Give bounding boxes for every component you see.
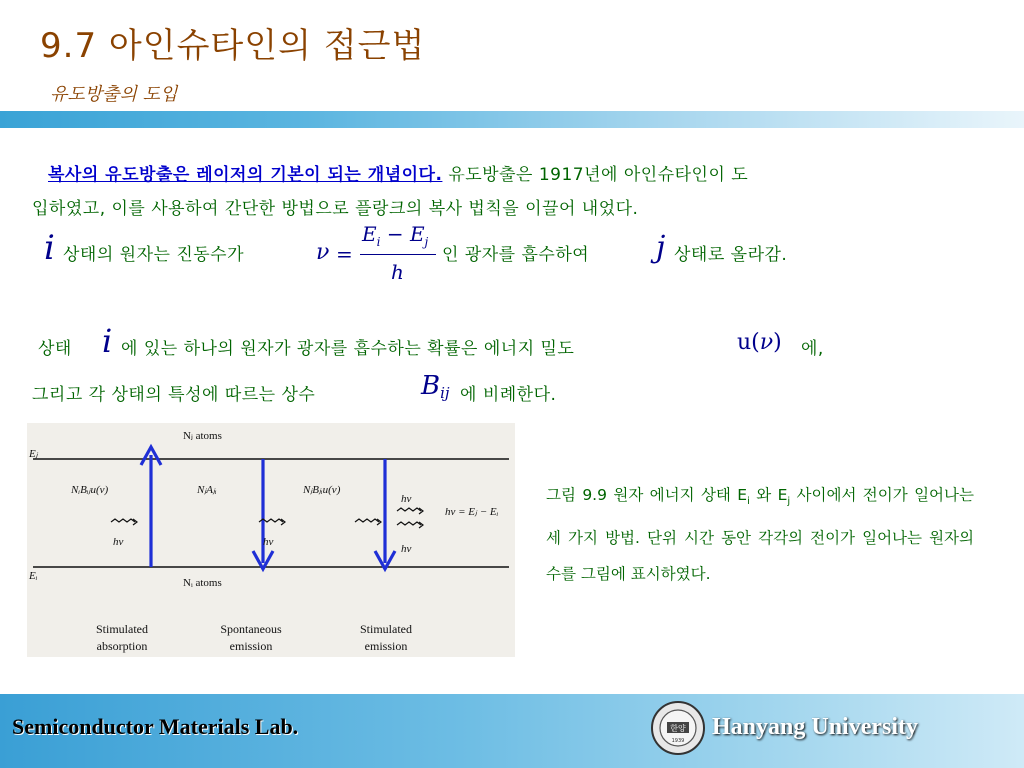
paragraph-3-text-3: 에,: [801, 339, 824, 359]
state-i-symbol: i: [44, 228, 55, 268]
page-title: 9.7 아인슈타인의 접근법: [40, 26, 426, 66]
lower-energy-label: Eᵢ: [29, 570, 38, 582]
paragraph-4-text-1: 그리고 각 상태의 특성에 따르는 상수: [32, 385, 316, 405]
caption-line: emission: [364, 639, 408, 653]
paragraph-1-line-2: 입하였고, 이를 사용하여 간단한 방법으로 플랑크의 복사 법칙을 이끌어 내었다.: [32, 199, 639, 219]
B-subscript: ij: [440, 384, 450, 403]
energy-j: E: [409, 222, 425, 246]
caption-text: 와 E: [749, 486, 788, 504]
transition-diagram: [27, 423, 515, 657]
svg-text:한양: 한양: [670, 724, 686, 733]
caption-line: Stimulated: [96, 622, 148, 636]
subscript-i: i: [376, 235, 381, 249]
minus-sign: −: [386, 222, 404, 246]
paragraph-3-text-1: 상태: [38, 339, 72, 359]
state-i-symbol-2: i: [102, 322, 113, 360]
lab-name: Semiconductor Materials Lab.: [12, 714, 299, 739]
nu-symbol: ν: [316, 240, 330, 265]
photon-label-absorption: hν: [113, 536, 124, 548]
paragraph-2-text-1: 상태의 원자는 진동수가: [63, 245, 245, 265]
caption-line: Stimulated: [360, 622, 412, 636]
header-divider-bar: [0, 111, 1024, 128]
caption-text: 사이에서 전이가 일어나는 세 가지 방법. 단위 시간 동안 각각의 전이가 일어나는 원자의 수를 그림에 표시하였다.: [546, 486, 974, 584]
paragraph-2-text-3: 상태로 올라감.: [674, 245, 788, 265]
paragraph-1-line-1: [48, 160, 748, 185]
caption-subscript-i: i: [747, 496, 750, 508]
photon-label-stimulated-2: hν: [401, 543, 412, 555]
subscript-j: j: [424, 235, 429, 249]
photon-wave-stimulated-1: [397, 508, 421, 511]
stimulated-absorption-caption: [87, 621, 157, 655]
highlight-text: 복사의 유도방출은 레이저의 기본이 되는 개념이다.: [48, 165, 443, 185]
nu-symbol-2: ν: [759, 330, 774, 355]
stimulated-emission-caption: [351, 621, 421, 655]
constant-Bij: [421, 371, 450, 402]
caption-text: 그림 9.9 원자 에너지 상태 E: [546, 486, 748, 504]
caption-line: absorption: [96, 639, 148, 653]
photon-wave-stimulated-2: [397, 522, 421, 525]
paragraph-1-text: 유도방출은 1917년에 아인슈타인이 도: [442, 165, 749, 185]
photon-label-stimulated-1: hν: [401, 493, 412, 505]
energy-relation-label: hν = Eⱼ − Eᵢ: [445, 506, 499, 518]
svg-text:1939: 1939: [671, 738, 685, 744]
energy-i: E: [362, 222, 377, 246]
energy-density-expr: [737, 330, 782, 355]
u-symbol: u(: [737, 330, 760, 355]
page-subtitle: 유도방출의 도입: [50, 84, 178, 105]
upper-energy-label: Eⱼ: [29, 448, 38, 460]
caption-line: Spontaneous: [220, 622, 282, 636]
paragraph-2-text-2: 인 광자를 흡수하여: [442, 245, 590, 265]
photon-label-spontaneous: hν: [263, 536, 274, 548]
paragraph-4-text-2: 에 비례한다.: [460, 385, 557, 405]
absorption-rate-label: NᵢBᵢⱼu(ν): [71, 484, 109, 496]
stimulated-rate-label: NⱼBⱼᵢu(ν): [303, 484, 341, 496]
lower-atoms-label: Nᵢ atoms: [183, 577, 222, 589]
upper-atoms-label: Nⱼ atoms: [183, 430, 222, 442]
caption-subscript-j: j: [787, 496, 791, 508]
equals-sign: =: [336, 242, 353, 266]
figure-caption: [546, 477, 974, 592]
state-j-symbol: j: [656, 230, 666, 265]
photon-wave-incoming: [355, 519, 379, 522]
close-paren: ): [773, 330, 782, 355]
university-name: Hanyang University: [712, 714, 919, 740]
fraction-numerator: [362, 222, 428, 249]
fraction-bar: [360, 254, 436, 255]
spontaneous-rate-label: NⱼAⱼᵢ: [197, 484, 217, 496]
university-seal-icon: [650, 700, 706, 756]
fraction-denominator: h: [391, 260, 404, 284]
B-symbol: B: [421, 371, 441, 401]
paragraph-3-text-2: 에 있는 하나의 원자가 광자를 흡수하는 확률은 에너지 밀도: [121, 339, 575, 359]
photon-wave-absorption: [111, 519, 135, 522]
caption-line: emission: [229, 639, 273, 653]
spontaneous-emission-caption: [211, 621, 291, 655]
